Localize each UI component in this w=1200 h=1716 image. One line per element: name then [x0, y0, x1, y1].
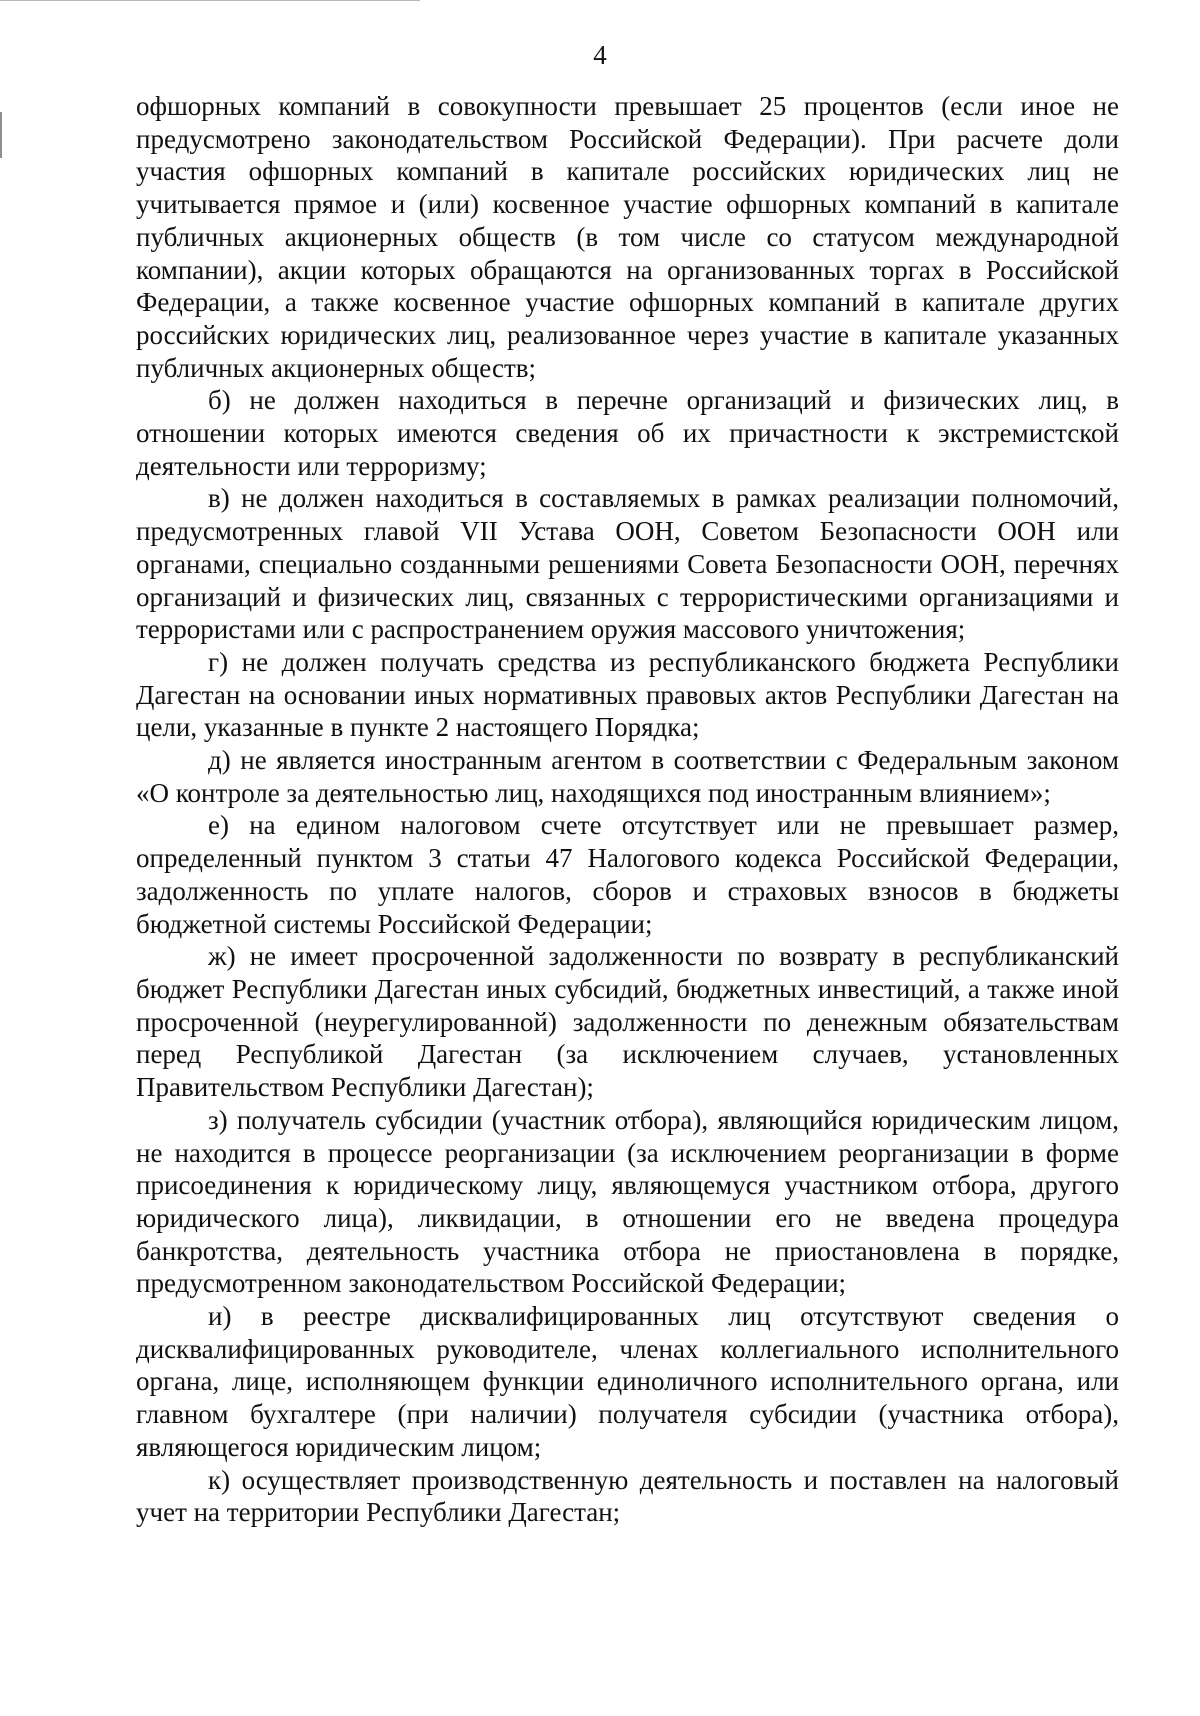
- paragraph-item-d: д) не является иностранным агентом в соответствии с Федеральным законом «О контроле за деятельностью лиц, находящихся под иностранным влиянием»;: [136, 745, 1119, 808]
- paragraph-item-b: б) не должен находиться в перечне организаций и физических лиц, в отношении которых имеются сведения об их причастности к экстремистской деятельности или терроризму;: [136, 385, 1119, 481]
- paragraph-item-v: в) не должен находиться в составляемых в рамках реализации полномочий, предусмотренных главой VII Устава ООН, Советом Безопасности ООН или органами, специально созданными решениями Совета Безопасности ООН, перечнях организаций и физических лиц, связанных с террористическими организациями и террористами или с распространением оружия массового уничтожения;: [136, 483, 1119, 645]
- paragraph-item-k: к) осуществляет производственную деятельность и поставлен на налоговый учет на территории Республики Дагестан;: [136, 1464, 1119, 1528]
- paragraph-item-e: е) на едином налоговом счете отсутствует или не превышает размер, определенный пунктом 3 статьи 47 Налогового кодекса Российской Федерации, задолженность по уплате налогов, сборов и страховых взносов в бюджеты бюджетной системы Российской Федерации;: [136, 810, 1119, 939]
- paragraph-item-g: г) не должен получать средства из республиканского бюджета Республики Дагестан на основании иных нормативных правовых актов Республики Дагестан на цели, указанные в пункте 2 настоящего Порядка;: [136, 646, 1119, 743]
- page-number: 4: [593, 40, 607, 70]
- paragraph-continuation: офшорных компаний в совокупности превышает 25 процентов (если иное не предусмотрено законодательством Российской Федерации). При расчете доли участия офшорных компаний в капитале российских юридических лиц не учитывается прямое и (или) косвенное участие офшорных компаний в капитале публичных акционерных обществ (в том числе со статусом международной компании), акции которых обращаются на организованных торгах в Российской Федерации, а также косвенное участие офшорных компаний в капитале других российских юридических лиц, реализованное через участие в капитале указанных публичных акционерных обществ;: [136, 91, 1119, 383]
- paragraph-item-zh: ж) не имеет просроченной задолженности по возврату в республиканский бюджет Республики Дагестан иных субсидий, бюджетных инвестиций, а также иной просроченной (неурегулированной) задолженности по денежным обязательствам перед Республикой Дагестан (за исключением случаев, установленных Правительством Республики Дагестан);: [136, 941, 1119, 1103]
- scan-edge-mark: [0, 112, 2, 158]
- paragraph-item-z: з) получатель субсидии (участник отбора), являющийся юридическим лицом, не находится в процессе реорганизации (за исключением реорганизации в форме присоединения к юридическому лицу, являющемуся участником отбора, другого юридического лица), ликвидации, в отношении его не введена процедура банкротства, деятельность участника отбора не приостановлена в порядке, предусмотренном законодательством Российской Федерации;: [136, 1104, 1119, 1299]
- document-body: [136, 90, 1119, 1529]
- scan-edge-line: [0, 0, 420, 1]
- paragraph-item-i: и) в реестре дисквалифицированных лиц отсутствуют сведения о дисквалифицированных руководителе, членах коллегиального исполнительного органа, лице, исполняющем функции единоличного исполнительного органа, или главном бухгалтере (при наличии) получателя субсидии (участника отбора), являющегося юридическим лицом;: [136, 1301, 1119, 1462]
